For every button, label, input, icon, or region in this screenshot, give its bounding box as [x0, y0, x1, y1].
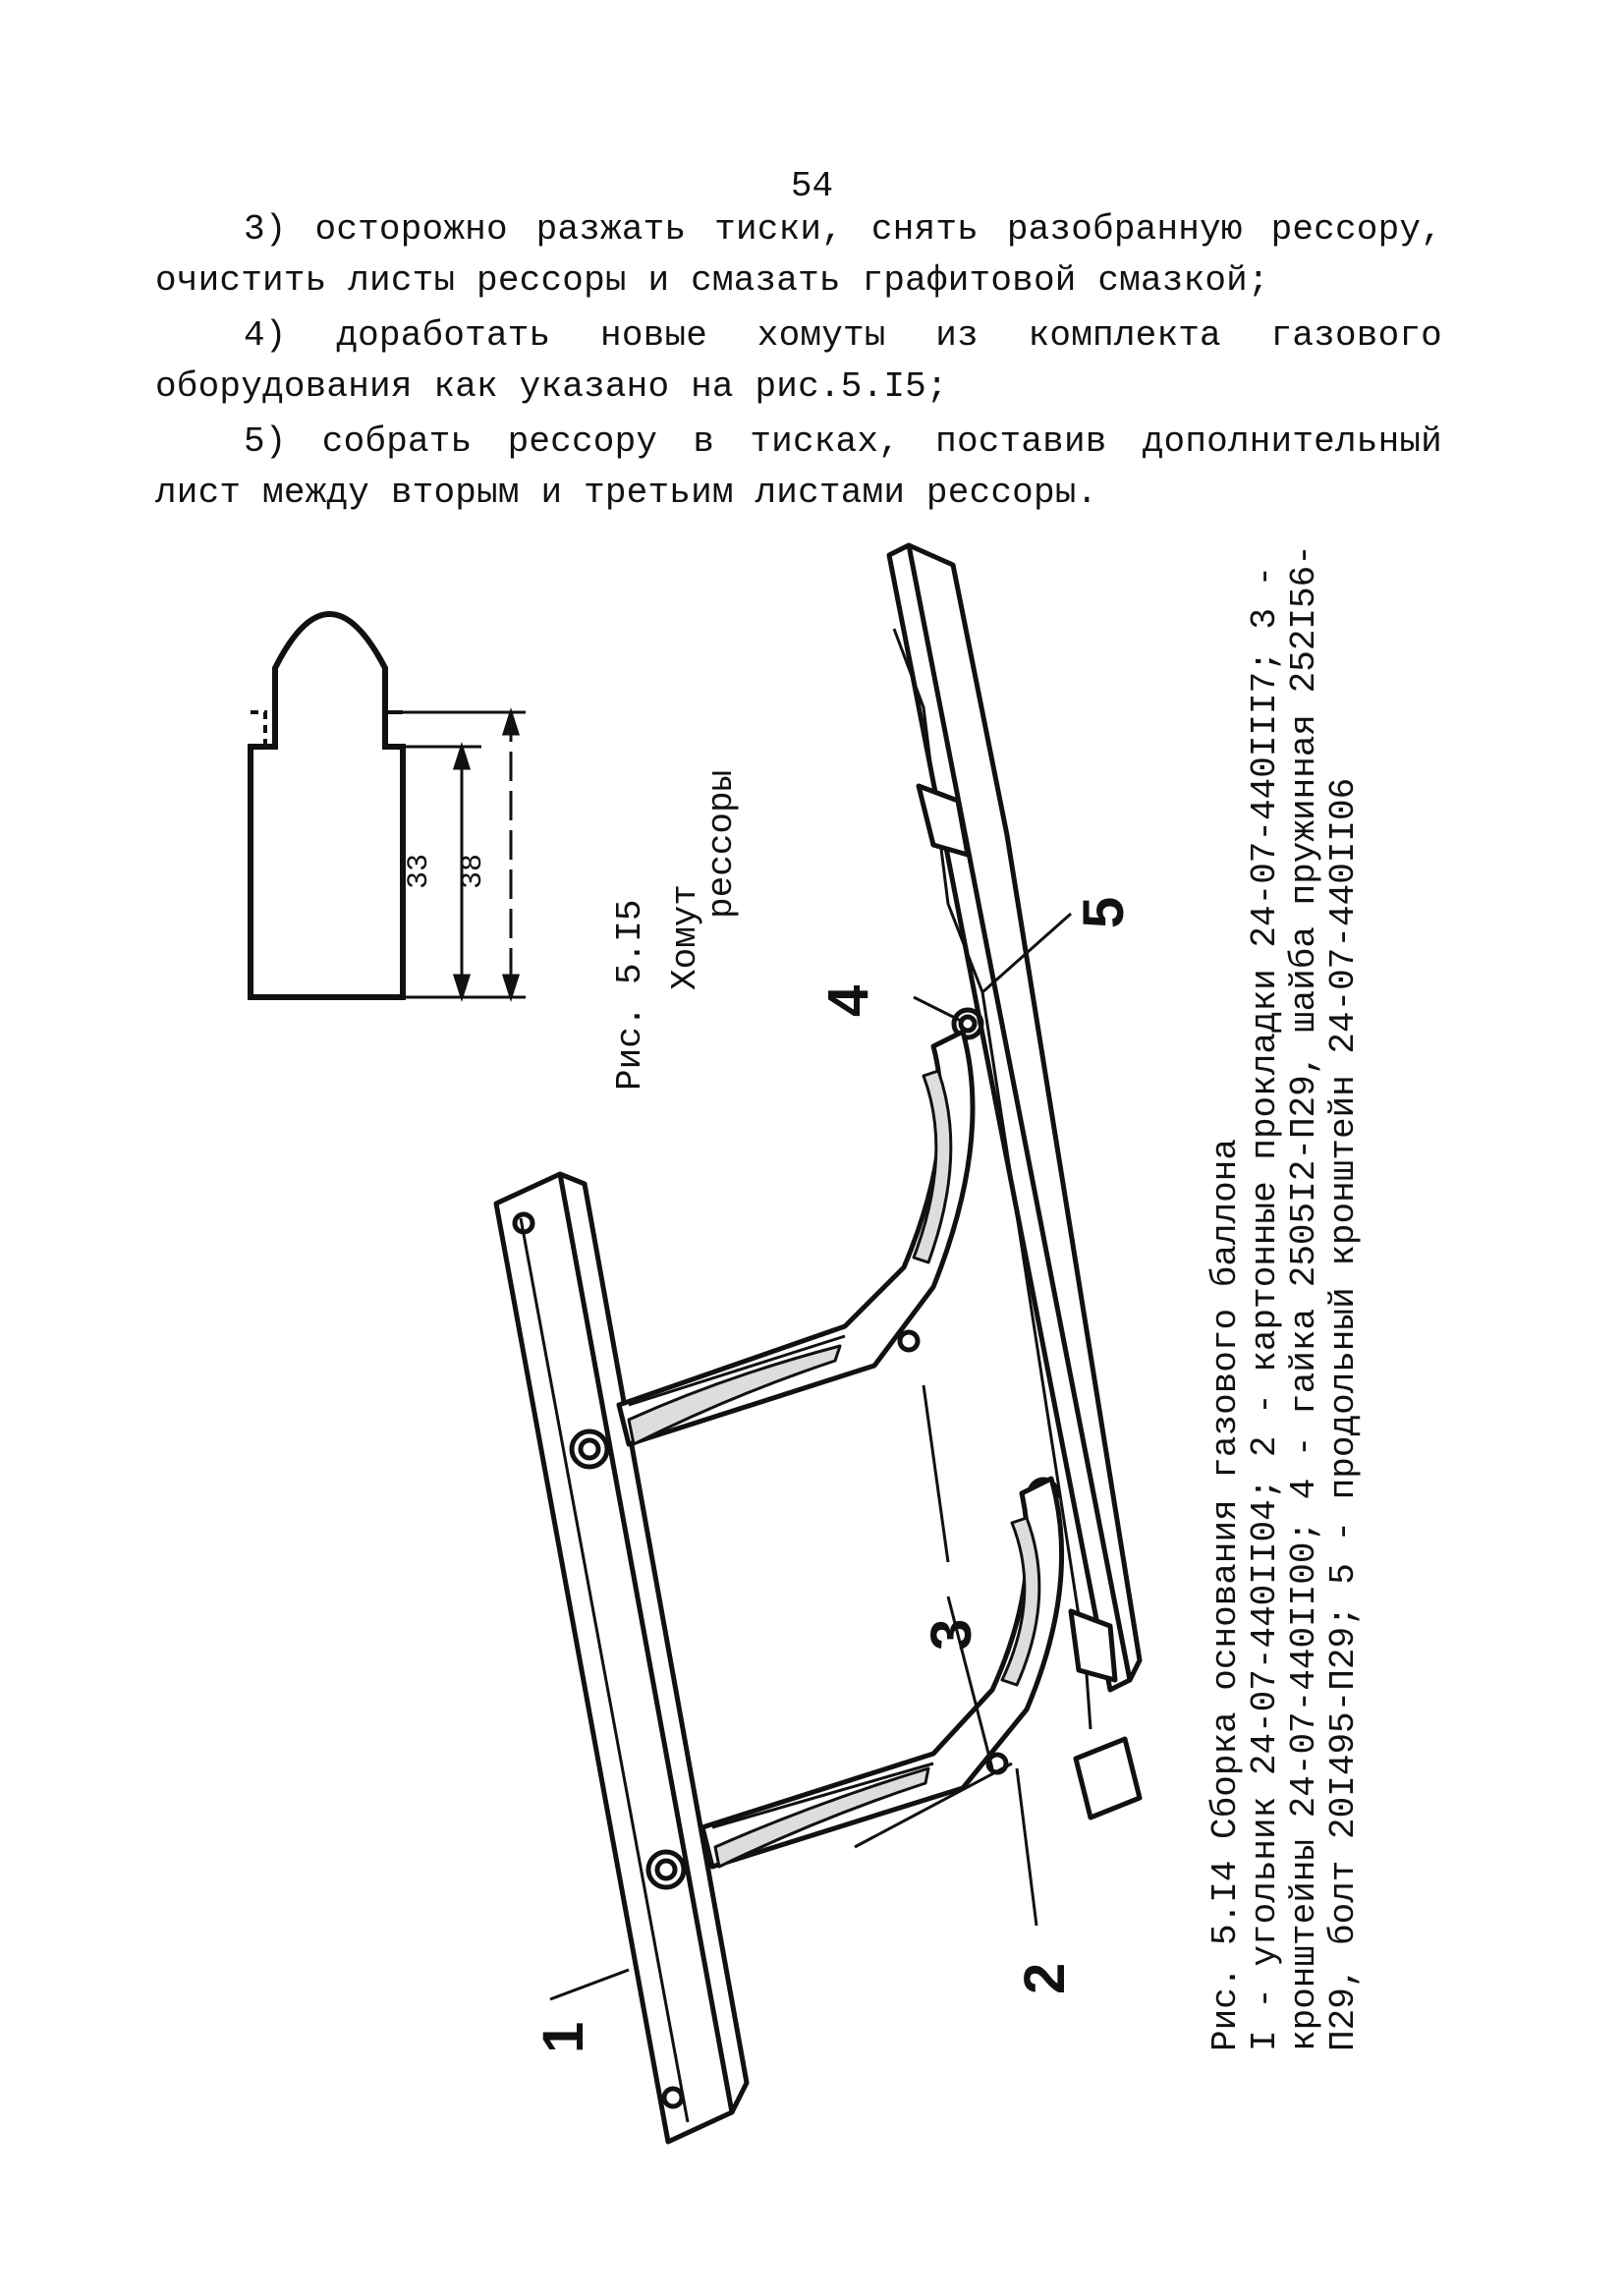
clamp-drawing [251, 614, 403, 997]
figure-14-legend-line-2: кронштейны 24-07-440II00; 4 - гайка 2505I2-П29, шайба пружинная 252I56- [1284, 544, 1324, 2051]
dimension-label-outer: 38 [457, 853, 490, 889]
paragraph-step-5: 5) собрать рессору в тисках, поставив дополнительный лист между вторым и третьим листами рессоры. [155, 421, 1442, 513]
figure-15-caption: Рис. 5.I5 [610, 899, 650, 1091]
figure-14-legend-line-1: I - угольник 24-07-440II04; 2 - картонные прокладки 24-07-440III7; 3 - [1245, 565, 1285, 2051]
callout-5: 5 [1072, 896, 1136, 928]
callout-2: 2 [1013, 1962, 1077, 1994]
paragraph-step-3: 3) осторожно разжать тиски, снять разобранную рессору, очистить листы рессоры и смазать графитовой смазкой; [155, 209, 1442, 301]
base-assembly-drawing [496, 545, 1140, 2142]
callout-3: 3 [920, 1618, 983, 1651]
figure-14-legend-line-3: П29, болт 20I495-П29; 5 - продольный кронштейн 24-07-440II06 [1323, 777, 1364, 2051]
callout-1: 1 [532, 2021, 595, 2053]
callout-4: 4 [816, 984, 880, 1017]
dimension-label-inner: 33 [403, 853, 436, 889]
paragraph-step-4: 4) доработать новые хомуты из комплекта газового оборудования как указано на рис.5.I5; [155, 315, 1442, 407]
figure-15-caption-word1: Хомут [665, 883, 705, 990]
figure-14-title: Рис. 5.I4 Сборка основания газового баллона [1205, 1139, 1246, 2051]
page-number: 54 [790, 166, 834, 206]
figure-15-caption-word2: рессоры [701, 769, 742, 919]
